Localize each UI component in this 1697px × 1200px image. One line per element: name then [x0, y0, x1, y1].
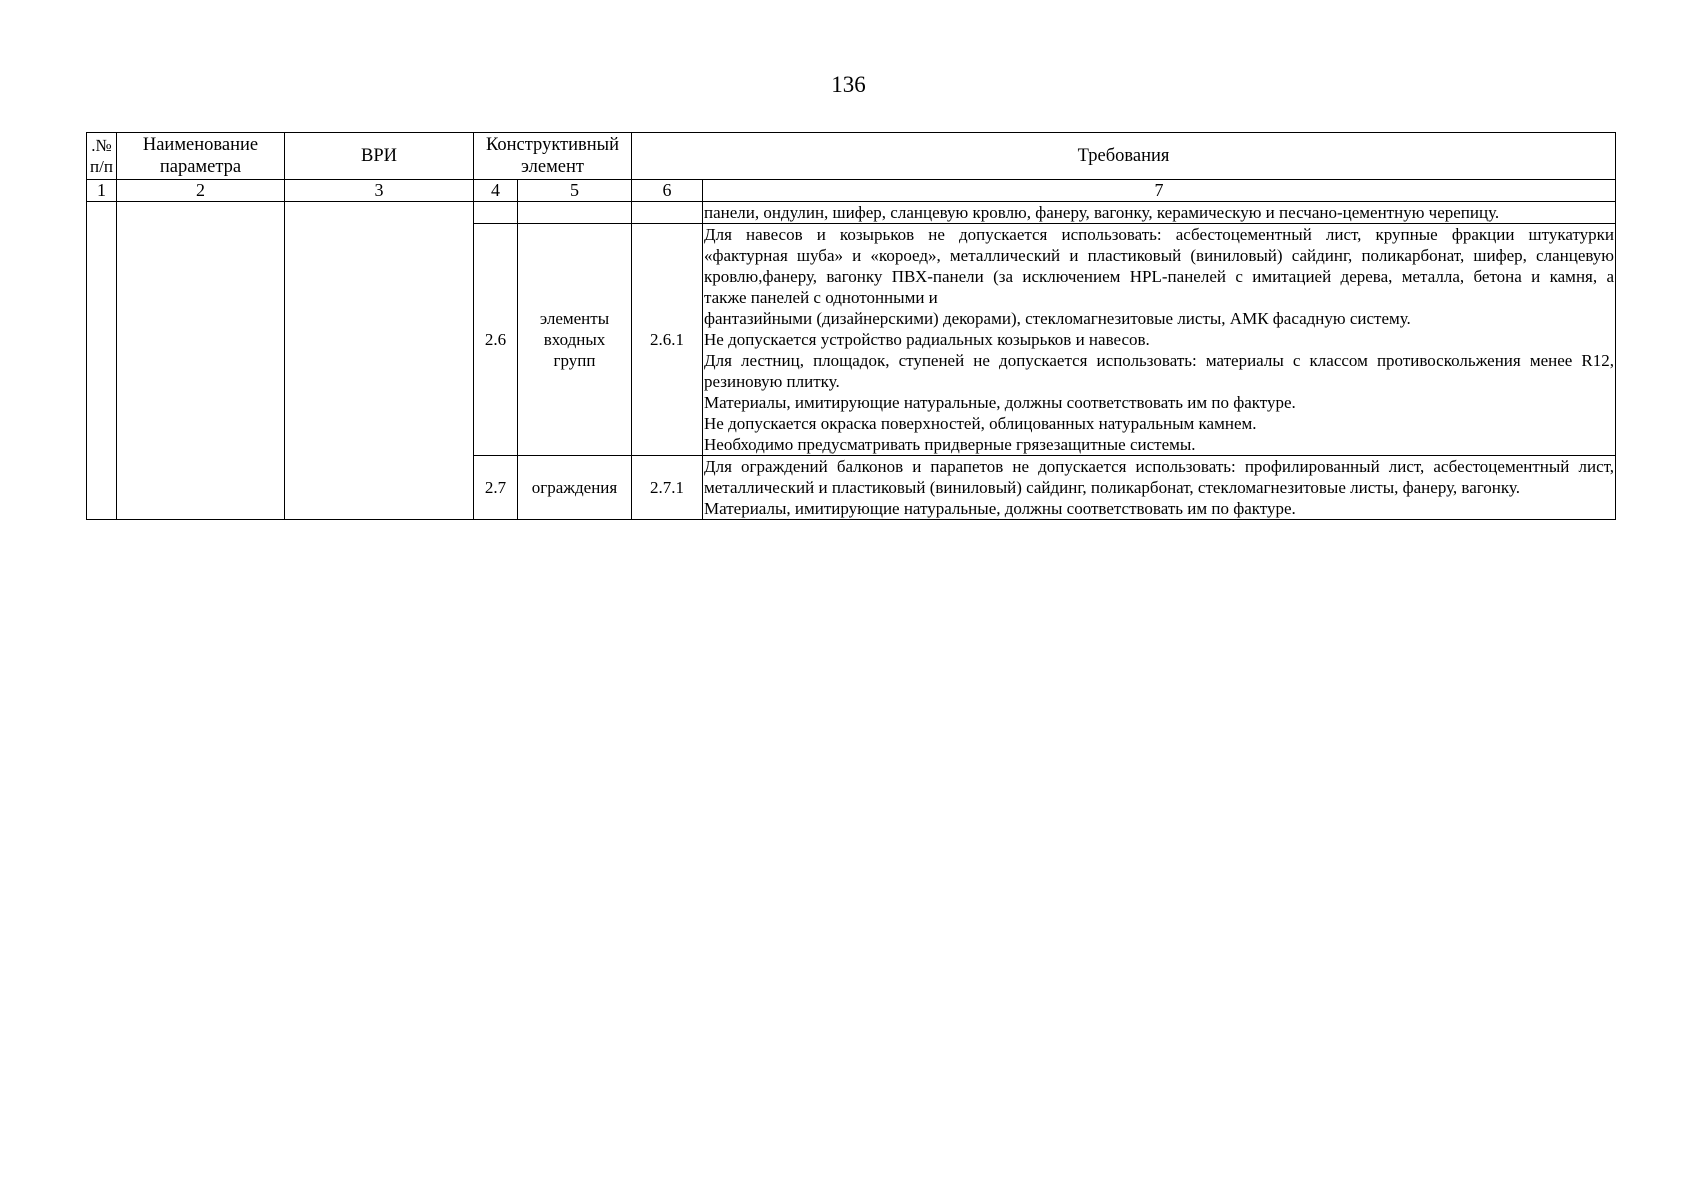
cell-num-empty [87, 202, 117, 520]
requirement-line: Не допускается окраска поверхностей, облицованных натуральным камнем. [704, 414, 1257, 433]
requirement-line: Для ограждений балконов и парапетов не допускается использовать: профилированный лист, асбестоцементный лист, [704, 457, 1615, 476]
requirement-text [703, 224, 1616, 456]
col-number: 5 [518, 180, 632, 202]
requirement-line: резиновую плитку. [704, 372, 840, 391]
header-requirements: Требования [632, 133, 1616, 180]
header-num: .№ п/п [87, 133, 117, 180]
requirement-line: также панелей с однотонными и [704, 288, 938, 307]
cell-vri-empty [285, 202, 474, 520]
requirement-line: Для навесов и козырьков не допускается использовать: асбестоцементный лист, крупные фракции штукатурки [704, 225, 1615, 244]
header-param: Наименование параметра [117, 133, 285, 180]
page-number: 136 [831, 72, 866, 97]
header-vri: ВРИ [285, 133, 474, 180]
col-number: 1 [87, 180, 117, 202]
requirement-line: панели, ондулин, шифер, сланцевую кровлю, фанеру, вагонку, керамическую и песчано-цементную черепицу. [704, 203, 1500, 222]
requirement-line: металлический и пластиковый (виниловый) сайдинг, поликарбонат, стекломагнезитовые листы, фанеру, вагонку. [704, 478, 1520, 497]
requirement-line: Не допускается устройство радиальных козырьков и навесов. [704, 330, 1150, 349]
header-row [87, 133, 1616, 180]
requirement-text [703, 456, 1616, 520]
requirement-line: «фактурная шуба» и «короед», металлический и пластиковый (виниловый) сайдинг, поликарбонат, шифер, сланцевую [704, 246, 1615, 265]
col-number: 7 [703, 180, 1616, 202]
element-number: 2.6 [474, 224, 518, 456]
element-name: ограждения [518, 456, 632, 520]
requirement-text [703, 202, 1616, 224]
requirement-number [632, 202, 703, 224]
element-name: элементы входных групп [518, 224, 632, 456]
col-number: 3 [285, 180, 474, 202]
requirement-line: кровлю,фанеру, вагонку ПВХ-панели (за исключением HPL-панелей с имитацией дерева, металла, бетона и камня, а [704, 267, 1615, 286]
header-element: Конструктивный элемент [474, 133, 632, 180]
col-number: 4 [474, 180, 518, 202]
requirement-line: фантазийными (дизайнерскими) декорами), стекломагнезитовые листы, АМК фасадную систему. [704, 309, 1411, 328]
cell-param-empty [117, 202, 285, 520]
requirement-line: Материалы, имитирующие натуральные, должны соответствовать им по фактуре. [704, 499, 1296, 518]
element-number [474, 202, 518, 224]
requirement-line: Необходимо предусматривать придверные грязезащитные системы. [704, 435, 1196, 454]
col-number: 6 [632, 180, 703, 202]
requirement-number: 2.6.1 [632, 224, 703, 456]
requirement-line: Материалы, имитирующие натуральные, должны соответствовать им по фактуре. [704, 393, 1296, 412]
element-name [518, 202, 632, 224]
requirement-number: 2.7.1 [632, 456, 703, 520]
table-row [87, 202, 1616, 224]
col-number: 2 [117, 180, 285, 202]
requirements-table [86, 132, 1616, 520]
column-numbers-row [87, 180, 1616, 202]
requirement-line: Для лестниц, площадок, ступеней не допускается использовать: материалы с классом противоскольжения менее R12, [704, 351, 1615, 370]
element-number: 2.7 [474, 456, 518, 520]
